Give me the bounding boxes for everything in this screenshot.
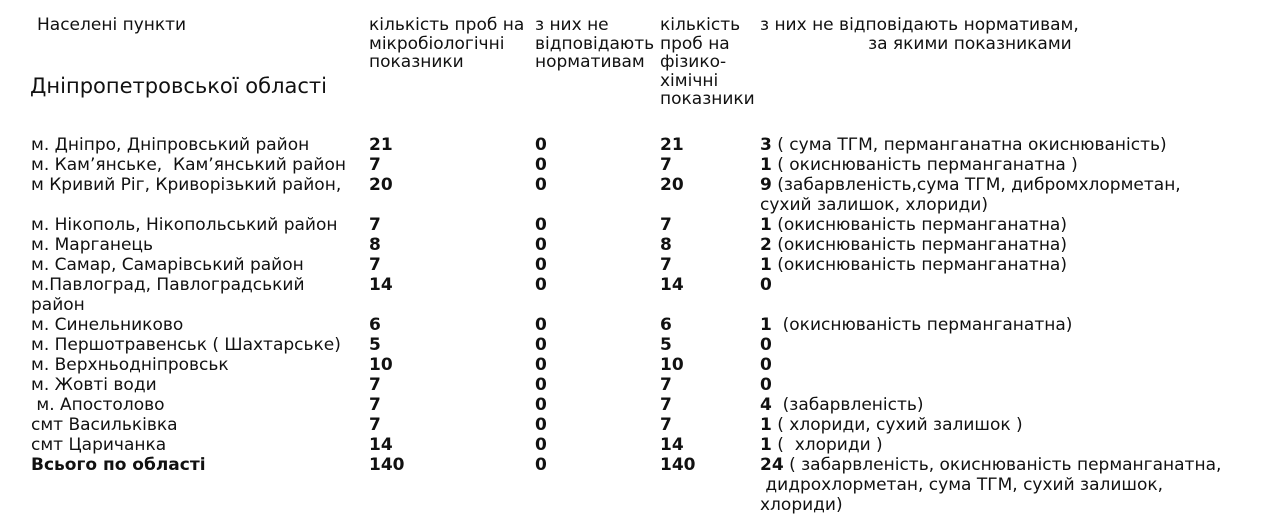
phys-nonconform [760,235,1067,255]
phys-tests-count: 10 [660,355,684,375]
phys-nonconform-count: 0 [760,355,772,375]
phys-nonconform-details: (забарвленість) [771,395,924,415]
micro-nonconform-count: 0 [535,135,547,155]
micro-tests-count: 20 [369,175,393,195]
micro-tests-count: 7 [369,155,381,175]
phys-nonconform-total-details: ( забарвленість, окиснюваність перманганатна, дидрохлорметан, сума ТГМ, сухий залишок, хлориди) [760,455,1222,515]
phys-nonconform-count: 2 [760,235,772,255]
micro-tests-count: 7 [369,255,381,275]
settlement-name: смт Царичанка [31,435,167,455]
phys-nonconform-count: 1 [760,415,772,435]
settlement-name: м.Павлоград, Павлоградський район [31,275,305,315]
micro-nonconform-count: 0 [535,355,547,375]
header-micro-nonconform: з них не відповідають нормативам [535,15,655,72]
settlement-name: м. Першотравенськ ( Шахтарське) [31,335,341,355]
micro-nonconform-count: 0 [535,215,547,235]
settlement-name: смт Васильківка [31,415,178,435]
phys-tests-count: 6 [660,315,672,335]
phys-tests-count: 20 [660,175,684,195]
phys-nonconform-count: 1 [760,315,772,335]
phys-nonconform-count: 1 [760,155,772,175]
micro-tests-count: 21 [369,135,393,155]
micro-nonconform-count: 0 [535,435,547,455]
settlement-name: м. Верхньодніпровськ [31,355,229,375]
micro-tests-count: 7 [369,415,381,435]
phys-nonconform [760,155,1078,175]
header-phys-nonconform: з них не відповідають нормативам, за якими показниками [760,15,1079,54]
phys-tests-count: 14 [660,435,684,455]
header-settlements: Населені пункти [37,15,187,35]
phys-tests-count: 7 [660,375,672,395]
header-phys-tests: кількість проб на фізико- хімічні показники [660,15,755,109]
phys-tests-count: 7 [660,395,672,415]
phys-nonconform-details: ( хлориди, сухий залишок ) [771,415,1023,435]
phys-tests-count: 7 [660,215,672,235]
phys-nonconform-details: (забарвленість,сума ТГМ, дибромхлорметан, сухий залишок, хлориди) [760,175,1181,215]
micro-nonconform-count: 0 [535,275,547,295]
phys-nonconform-count: 9 [760,175,772,195]
micro-tests-count: 14 [369,275,393,295]
phys-nonconform-count: 1 [760,435,772,455]
header-micro-tests: кількість проб на мікробіологічні показники [369,15,525,72]
micro-tests-count: 14 [369,435,393,455]
phys-tests-total: 140 [660,455,696,475]
micro-nonconform-count: 0 [535,255,547,275]
micro-tests-count: 10 [369,355,393,375]
phys-tests-count: 7 [660,255,672,275]
micro-nonconform-count: 0 [535,155,547,175]
phys-nonconform-count: 4 [760,395,772,415]
settlement-name: м. Нікополь, Нікопольський район [31,215,338,235]
micro-nonconform-count: 0 [535,415,547,435]
header-region: Дніпропетровської області [30,74,327,98]
settlement-name: м. Дніпро, Дніпровський район [31,135,310,155]
phys-nonconform [760,275,772,295]
settlement-name: м. Жовті води [31,375,157,395]
micro-tests-count: 6 [369,315,381,335]
micro-tests-count: 8 [369,235,381,255]
micro-tests-count: 7 [369,215,381,235]
micro-tests-count: 5 [369,335,381,355]
phys-nonconform [760,315,1072,335]
settlement-name: м. Апостолово [31,395,165,415]
phys-nonconform-details: (окиснюваність перманганатна) [771,215,1067,235]
micro-nonconform-count: 0 [535,175,547,195]
phys-nonconform [760,355,772,375]
micro-tests-count: 7 [369,375,381,395]
phys-nonconform-count: 1 [760,215,772,235]
phys-nonconform-details: ( сума ТГМ, перманганатна окиснюваність) [771,135,1167,155]
phys-tests-count: 7 [660,155,672,175]
micro-nonconform-count: 0 [535,395,547,415]
phys-nonconform-details: (окиснюваність перманганатна) [771,315,1073,335]
settlement-name: м. Самар, Самарівський район [31,255,304,275]
phys-tests-count: 14 [660,275,684,295]
micro-nonconform-count: 0 [535,235,547,255]
phys-nonconform-details: (окиснюваність перманганатна) [771,255,1067,275]
phys-nonconform-count: 1 [760,255,772,275]
micro-nonconform-count: 0 [535,375,547,395]
phys-nonconform [760,135,1167,155]
micro-nonconform-count: 0 [535,335,547,355]
micro-tests-count: 7 [369,395,381,415]
phys-tests-count: 8 [660,235,672,255]
phys-nonconform-details: ( хлориди ) [771,435,883,455]
micro-nonconform-count: 0 [535,315,547,335]
phys-nonconform-count: 0 [760,375,772,395]
phys-nonconform [760,415,1023,435]
phys-nonconform-total [760,455,1221,515]
settlement-name: м. Кам’янське, Кам’янський район [31,155,346,175]
phys-nonconform-details: ( окиснюваність перманганатна ) [771,155,1078,175]
phys-nonconform [760,175,1181,215]
phys-tests-count: 5 [660,335,672,355]
settlement-name: м. Марганець [31,235,154,255]
phys-nonconform [760,395,924,415]
phys-nonconform [760,335,772,355]
phys-nonconform [760,215,1067,235]
settlement-name: м Кривий Ріг, Криворізький район, [31,175,342,195]
phys-tests-count: 7 [660,415,672,435]
phys-nonconform-count: 0 [760,335,772,355]
phys-nonconform [760,255,1067,275]
phys-nonconform [760,375,772,395]
phys-nonconform-count: 0 [760,275,772,295]
micro-nonconform-total: 0 [535,455,547,475]
phys-nonconform-total-count: 24 [760,455,784,475]
total-label: Всього по області [31,455,206,475]
settlement-name: м. Синельниково [31,315,184,335]
phys-tests-count: 21 [660,135,684,155]
phys-nonconform [760,435,883,455]
phys-nonconform-details: (окиснюваність перманганатна) [771,235,1067,255]
micro-tests-total: 140 [369,455,405,475]
phys-nonconform-count: 3 [760,135,772,155]
